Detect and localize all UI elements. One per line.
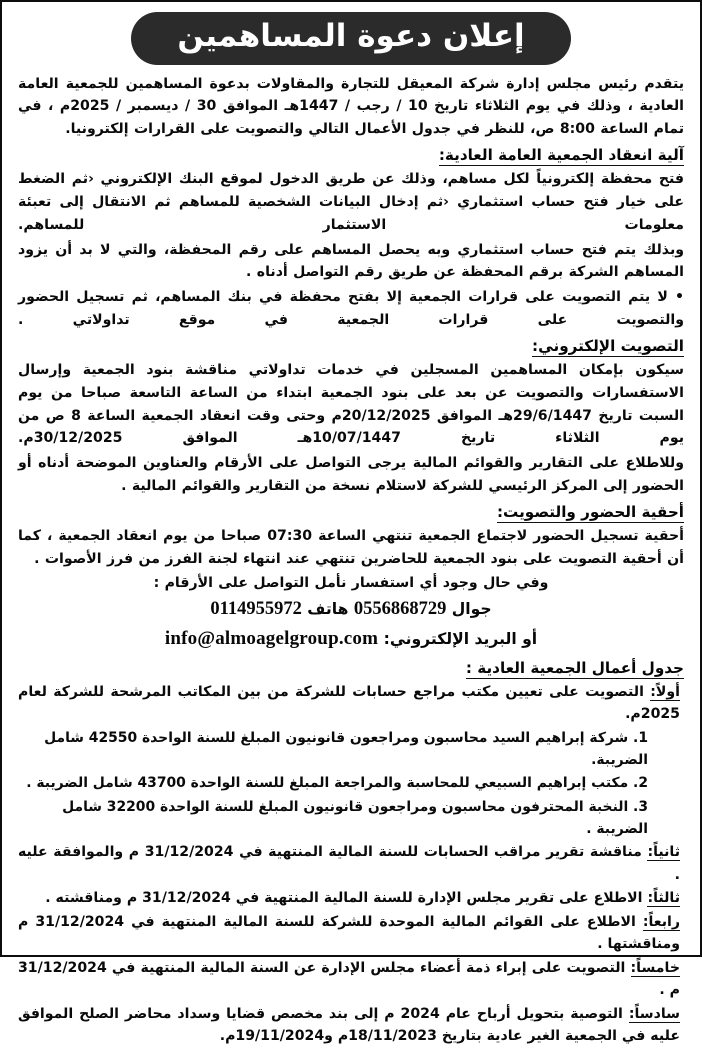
agenda-item-1-ordinal: أولاً: [650,683,680,700]
section-heading-meeting-mechanism [18,144,684,166]
section-heading-meeting-mechanism-text: آلية انعقاد الجمعية العامة العادية: [438,146,684,165]
phone-label: هاتف [307,600,349,619]
email-address: info@almoagelgroup.com [164,628,379,650]
agenda-item-6-ordinal: سادساً: [628,1005,680,1022]
meeting-mechanism-paragraph-2: وبذلك يتم فتح حساب استثماري وبه يحصل المساهم على رقم المحفظة، والتي لا بد أن يزود المساهم الشركة برقم المحفظة عن طريق رقم التواصل أدناه . [18,241,684,281]
agenda-item-6-text: التوصية بتحويل أرباح عام 2024 م إلى بند مخصص قضايا وسداد محاضر الصلح الموافق عليه في الجمعية الغير عادية بتاريخ 18/11/2023م و19/11/2024م. [18,1005,680,1045]
agenda-subitem-1-3: 3. النخبة المحترفون محاسبون ومراجعون قانونيون المبلغ للسنة الواحدة 32200 شامل الضريبة . [62,798,648,837]
agenda-item-3-ordinal: ثالثاً: [647,890,680,907]
section-heading-agenda-text: جدول أعمال الجمعية العادية : [465,658,684,677]
section-heading-attendance-rights-text: أحقية الحضور والتصويت: [496,502,684,521]
intro-paragraph: يتقدم رئيس مجلس إدارة شركة المعيقل للتجارة والمقاولات بدعوة المساهمين للجمعية العامة العادية ، وذلك في يوم الثلاثاء تاريخ 10 / رجب / 1447هـ الموافق 30 / ديسمبر / 2025م ، في تمام الساعة 8:00 ص، للنظر في جدول الأعمال التالي والتصويت على القرارات إلكترونيا. [18,75,685,138]
agenda-item-2-text: مناقشة تقرير مراقب الحسابات للسنة المالية المنتهية في 31/12/2024 م والموافقة عليه . [18,844,680,883]
page-inner [2,2,700,1045]
contact-email-line [18,625,684,654]
electronic-voting-paragraph-2: وللاطلاع على التقارير والقوائم المالية يرجى التواصل على الأرقام والعناوين الموضحة أدناه أو الحضور إلى المركز الرئيسي للشركة لاستلام نسخة من التقارير والقوائم المالية . [18,455,684,495]
agenda-item-1-subitems [18,727,684,840]
agenda-subitem-1-1: 1. شركة إبراهيم السيد محاسبون ومراجعون قانونيون المبلغ للسنة الواحدة 42550 شامل الضريبة. [44,729,648,769]
agenda-subitem-1-2: 2. مكتب إبراهيم السبيعي للمحاسبة والمراجعة المبلغ للسنة الواحدة 43700 شامل الضريبة . [26,775,648,792]
agenda-item-2 [18,841,684,886]
agenda-item-2-ordinal: ثانياً: [647,844,680,861]
agenda-item-1-text: التصويت على تعيين مكتب مراجع حسابات للشركة من بين المكاتب المرشحة للشركة لعام 2025م. [18,683,680,723]
agenda-item-4-text: الاطلاع على القوائم المالية الموحدة للشركة للسنة المالية المنتهية في 31/12/2024 م ومناقشتها . [18,913,680,953]
phone-number: 0114955972 [210,599,302,620]
mobile-number: 0556868729 [353,599,447,620]
email-label: أو البريد الإلكتروني: [383,630,538,649]
agenda-item-5-text: التصويت على إبراء ذمة أعضاء مجلس الإدارة عن السنة المالية المنتهية في 31/12/2024 م . [18,959,680,999]
section-heading-electronic-voting-text: التصويت الإلكتروني: [532,336,684,355]
agenda-item-4 [18,911,684,956]
banner-container [18,12,684,65]
mobile-label: جوال [451,600,492,619]
section-heading-electronic-voting [18,335,684,357]
attendance-rights-paragraph-1: أحقية تسجيل الحضور لاجتماع الجمعية تنتهي الساعة 07:30 صباحا من يوم انعقاد الجمعية ، كما أن أحقية التصويت على بنود الجمعية للحاضرين تنتهي عند انتهاء لجنة الفرز من فرز الأصوات . [18,527,684,567]
agenda-item-1 [18,681,684,726]
electronic-voting-paragraph-1: سيكون بإمكان المساهمين المسجلين في خدمات تداولاتي مناقشة بنود الجمعية وإرسال الاستفسارات والتصويت عن بعد على بنود الجمعية ابتداء من الساعة التاسعة صباحا من يوم السبت تاريخ 29/6/1447هـ الموافق 20/12/2025م وحتى وقت انعقاد الجمعية الساعة 8 ص من يوم الثلاثاء تاريخ 10/07/1447هـ الموافق 30/12/2025م. [18,361,684,447]
meeting-mechanism-paragraph-1: فتح محفظة إلكترونياً لكل مساهم، وذلك عن طريق الدخول لموقع البنك الإلكتروني ‹ثم الضغط على خيار فتح حساب استثماري ‹ثم إدخال البيانات الشخصية للمساهم ثم الانتقال إلى تعبئة معلومات الاستثمار للمساهم. [18,171,684,233]
section-heading-agenda [18,657,684,679]
contact-phone-line [18,596,684,624]
section-heading-attendance-rights [18,501,684,523]
contact-intro-line: وفي حال وجود أي استفسار نأمل التواصل على الأرقام : [153,574,549,591]
agenda-item-6 [18,1003,684,1048]
meeting-mechanism-bullet-1: • لا يتم التصويت على قرارات الجمعية إلا بفتح محفظة في بنك المساهم، ثم تسجيل الحضور والتصويت على قرارات الجمعية في موقع تداولاتي . [18,289,684,329]
agenda-item-3-text: الاطلاع على تقرير مجلس الإدارة للسنة المالية المنتهية في 31/12/2024 م ومناقشته . [45,890,643,907]
agenda-item-5 [18,957,684,1002]
agenda-item-5-ordinal: خامساً: [630,959,680,976]
announcement-title-banner: إعلان دعوة المساهمين [131,12,570,65]
agenda-item-3 [18,887,684,910]
agenda-item-4-ordinal: رابعاً: [642,913,680,930]
